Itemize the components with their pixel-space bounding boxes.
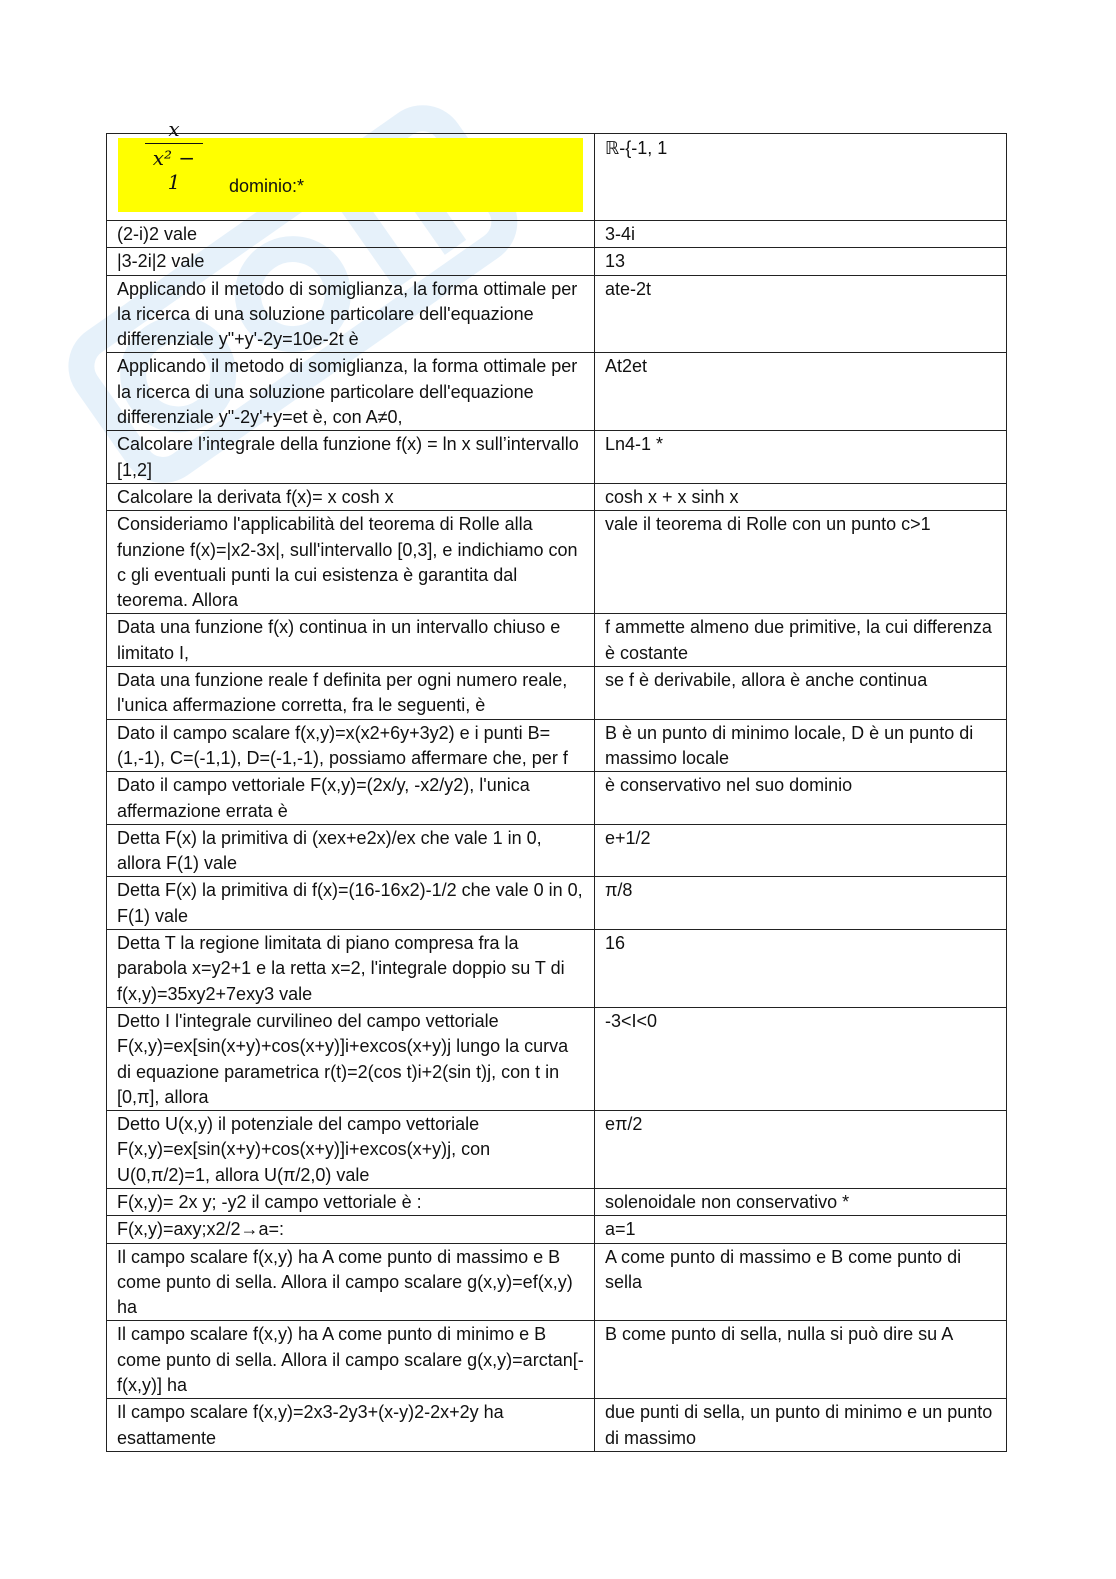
- table-row: [107, 353, 1007, 431]
- table-row: [107, 1007, 1007, 1110]
- table-row: [107, 614, 1007, 667]
- table-row: [107, 221, 1007, 248]
- answer-cell: solenoidale non conservativo *: [595, 1188, 1007, 1215]
- question-cell: Il campo scalare f(x,y) ha A come punto di minimo e B come punto di sella. Allora il campo scalare g(x,y)=arctan[-f(x,y)] ha: [107, 1321, 595, 1399]
- qa-table: [106, 117, 1007, 1452]
- table-row: [107, 275, 1007, 353]
- answer-cell: 16: [595, 930, 1007, 1008]
- answer-cell: vale il teorema di Rolle con un punto c>1: [595, 511, 1007, 614]
- table-row: [107, 1188, 1007, 1215]
- answer-cell: se f è derivabile, allora è anche continua: [595, 667, 1007, 720]
- question-cell: F(x,y)= 2x y; -y2 il campo vettoriale è :: [107, 1188, 595, 1215]
- question-cell: Applicando il metodo di somiglianza, la forma ottimale per la ricerca di una soluzione particolare dell'equazione differenziale y"+y'-2y=10e-2t è: [107, 275, 595, 353]
- table-row: [107, 667, 1007, 720]
- answer-cell: At2et: [595, 353, 1007, 431]
- table-row: [107, 431, 1007, 484]
- table-row: [107, 248, 1007, 275]
- table-row: [107, 824, 1007, 877]
- highlight-box: [118, 117, 583, 212]
- answer-cell: 3-4i: [595, 221, 1007, 248]
- question-cell: F(x,y)=axy;x2/2→a=:: [107, 1216, 595, 1243]
- question-cell-domain: [107, 117, 595, 221]
- question-cell: Detta T la regione limitata di piano compresa fra la parabola x=y2+1 e la retta x=2, l'integrale doppio su T di f(x,y)=35xy2+7exy3 vale: [107, 930, 595, 1008]
- question-cell: (2-i)2 vale: [107, 221, 595, 248]
- answer-cell: eπ/2: [595, 1111, 1007, 1189]
- table-row: [107, 877, 1007, 930]
- answer-cell: -3<I<0: [595, 1007, 1007, 1110]
- question-cell: Detto U(x,y) il potenziale del campo vettoriale F(x,y)=ex[sin(x+y)+cos(x+y)]i+excos(x+y)j, con U(0,π/2)=1, allora U(π/2,0) vale: [107, 1111, 595, 1189]
- answer-cell: A come punto di massimo e B come punto di sella: [595, 1243, 1007, 1321]
- question-cell: Applicando il metodo di somiglianza, la forma ottimale per la ricerca di una soluzione particolare dell'equazione differenziale y"-2y'+y=et è, con A≠0,: [107, 353, 595, 431]
- fraction-bar: [145, 143, 203, 144]
- answer-cell: B è un punto di minimo locale, D è un punto di massimo locale: [595, 719, 1007, 772]
- question-cell: Detta F(x) la primitiva di (xex+e2x)/ex che vale 1 in 0, allora F(1) vale: [107, 824, 595, 877]
- question-cell: Il campo scalare f(x,y) ha A come punto di massimo e B come punto di sella. Allora il campo scalare g(x,y)=ef(x,y) ha: [107, 1243, 595, 1321]
- answer-cell: B come punto di sella, nulla si può dire su A: [595, 1321, 1007, 1399]
- table-row: [107, 719, 1007, 772]
- answer-cell: cosh x + x sinh x: [595, 483, 1007, 510]
- answer-cell: a=1: [595, 1216, 1007, 1243]
- answer-cell: f ammette almeno due primitive, la cui differenza è costante: [595, 614, 1007, 667]
- question-cell: Detto I l'integrale curvilineo del campo vettoriale F(x,y)=ex[sin(x+y)+cos(x+y)]i+excos(x+y)j lungo la curva di equazione parametrica r(t)=2(cos t)i+2(sin t)j, con t in [0,π], allora: [107, 1007, 595, 1110]
- question-cell: Calcolare la derivata f(x)= x cosh x: [107, 483, 595, 510]
- question-cell: Data una funzione f(x) continua in un intervallo chiuso e limitato I,: [107, 614, 595, 667]
- question-cell: Dato il campo vettoriale F(x,y)=(2x/y, -x2/y2), l'unica affermazione errata è: [107, 772, 595, 825]
- answer-cell: è conservativo nel suo dominio: [595, 772, 1007, 825]
- question-cell: |3-2i|2 vale: [107, 248, 595, 275]
- answer-cell: π/8: [595, 877, 1007, 930]
- table-row: [107, 1243, 1007, 1321]
- fraction-numerator: x: [168, 117, 180, 141]
- table-row: [107, 511, 1007, 614]
- domain-label: dominio:*: [229, 176, 305, 196]
- answer-cell: due punti di sella, un punto di minimo e un punto di massimo: [595, 1399, 1007, 1452]
- fraction-denominator: x² − 1: [152, 146, 196, 194]
- question-cell: Data una funzione reale f definita per ogni numero reale, l'unica affermazione corretta, fra le seguenti, è: [107, 667, 595, 720]
- answer-cell: e+1/2: [595, 824, 1007, 877]
- question-cell: Il campo scalare f(x,y)=2x3-2y3+(x-y)2-2x+2y ha esattamente: [107, 1399, 595, 1452]
- table-row: [107, 483, 1007, 510]
- question-cell: Calcolare l’integrale della funzione f(x) = ln x sull’intervallo [1,2]: [107, 431, 595, 484]
- fraction-formula: [145, 116, 203, 194]
- table-row: [107, 1216, 1007, 1243]
- table-row-header: [107, 134, 1007, 221]
- answer-cell: ate-2t: [595, 275, 1007, 353]
- question-cell: Detta F(x) la primitiva di f(x)=(16-16x2)-1/2 che vale 0 in 0, F(1) vale: [107, 877, 595, 930]
- answer-cell-domain: ℝ-{-1, 1: [595, 134, 1007, 221]
- answer-cell: Ln4-1 *: [595, 431, 1007, 484]
- question-cell: Consideriamo l'applicabilità del teorema di Rolle alla funzione f(x)=|x2-3x|, sull'intervallo [0,3], e indichiamo con c gli eventuali punti la cui esistenza è garantita dal teorema. Allora: [107, 511, 595, 614]
- table-row: [107, 1399, 1007, 1452]
- table-row: [107, 1321, 1007, 1399]
- answer-cell: 13: [595, 248, 1007, 275]
- table-row: [107, 930, 1007, 1008]
- table-row: [107, 772, 1007, 825]
- question-cell: Dato il campo scalare f(x,y)=x(x2+6y+3y2) e i punti B=(1,-1), C=(-1,1), D=(-1,-1), possiamo affermare che, per f: [107, 719, 595, 772]
- table-row: [107, 1111, 1007, 1189]
